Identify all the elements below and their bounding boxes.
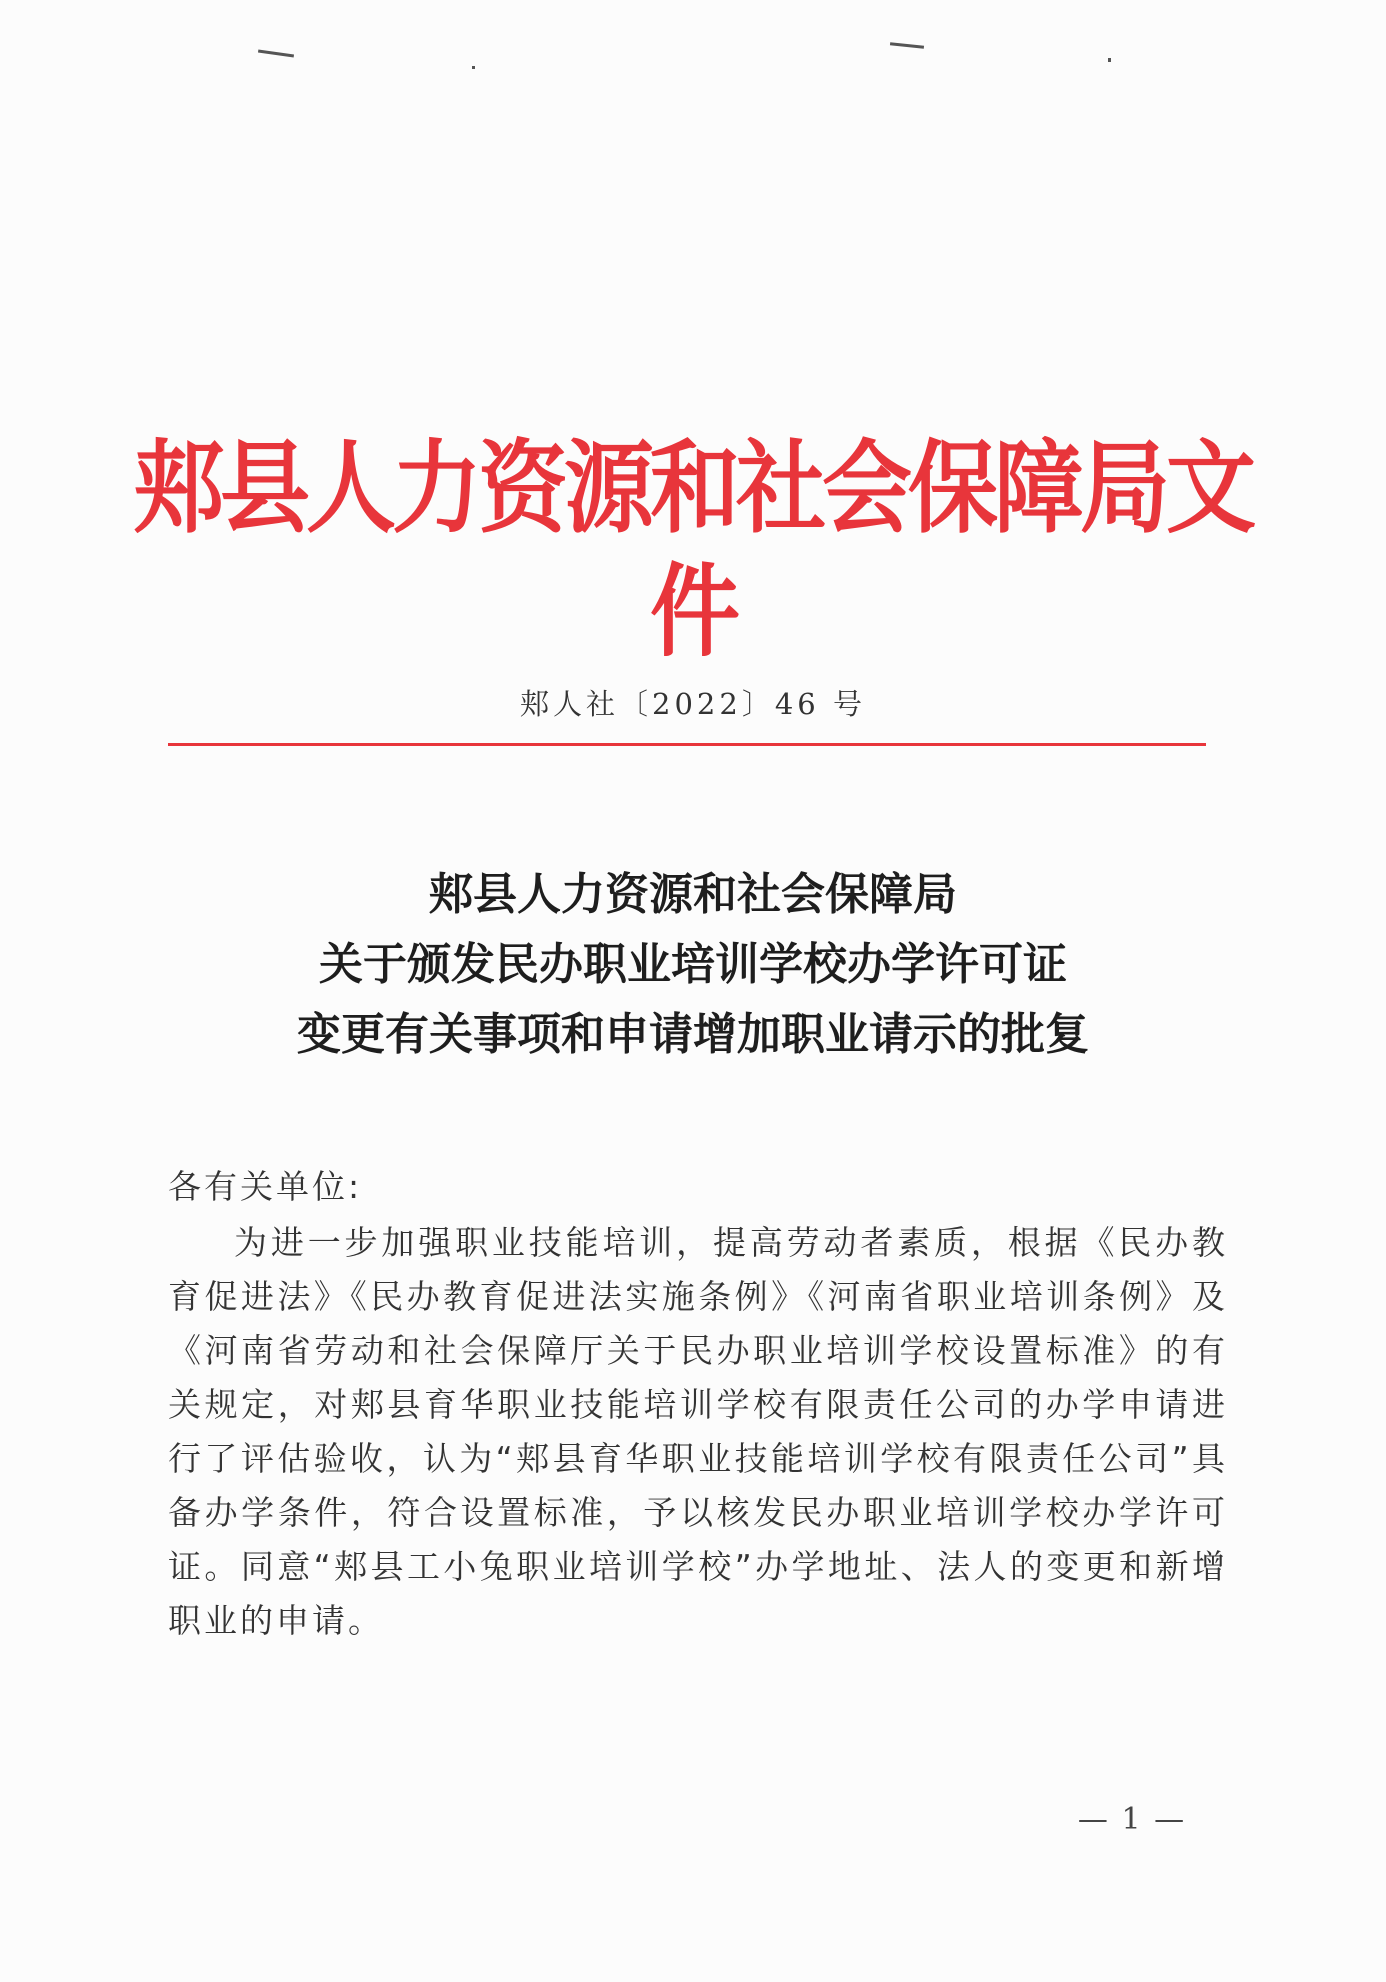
subject-line-3: 变更有关事项和申请增加职业请示的批复: [297, 1009, 1089, 1060]
scan-mark: [1108, 58, 1111, 62]
subject-line-2: 关于颁发民办职业培训学校办学许可证: [319, 939, 1067, 990]
document-number: 郏人社〔2022〕46 号: [520, 687, 866, 721]
document-body: [168, 1160, 1228, 1648]
letterhead-red-rule: [168, 743, 1206, 746]
page-number: — 1 —: [1077, 1802, 1187, 1837]
scan-mark: [890, 42, 924, 49]
scan-mark: [472, 66, 475, 69]
scan-mark: [258, 50, 294, 58]
subject-line-1: 郏县人力资源和社会保障局: [429, 869, 957, 920]
body-paragraph: 为进一步加强职业技能培训，提高劳动者素质，根据《民办教育促进法》《民办教育促进法实施条例》《河南省职业培训条例》及《河南省劳动和社会保障厅关于民办职业培训学校设置标准》的有关规定，对郏县育华职业技能培训学校有限责任公司的办学申请进行了评估验收，认为“郏县育华职业技能培训学校有限责任公司”具备办学条件，符合设置标准，予以核发民办职业培训学校办学许可证。同意“郏县工小兔职业培训学校”办学地址、法人的变更和新增职业的申请。: [168, 1223, 1228, 1640]
salutation: 各有关单位:: [168, 1167, 363, 1206]
letterhead-title: 郏县人力资源和社会保障局文件: [134, 429, 1252, 671]
document-subject: [150, 860, 1236, 1070]
